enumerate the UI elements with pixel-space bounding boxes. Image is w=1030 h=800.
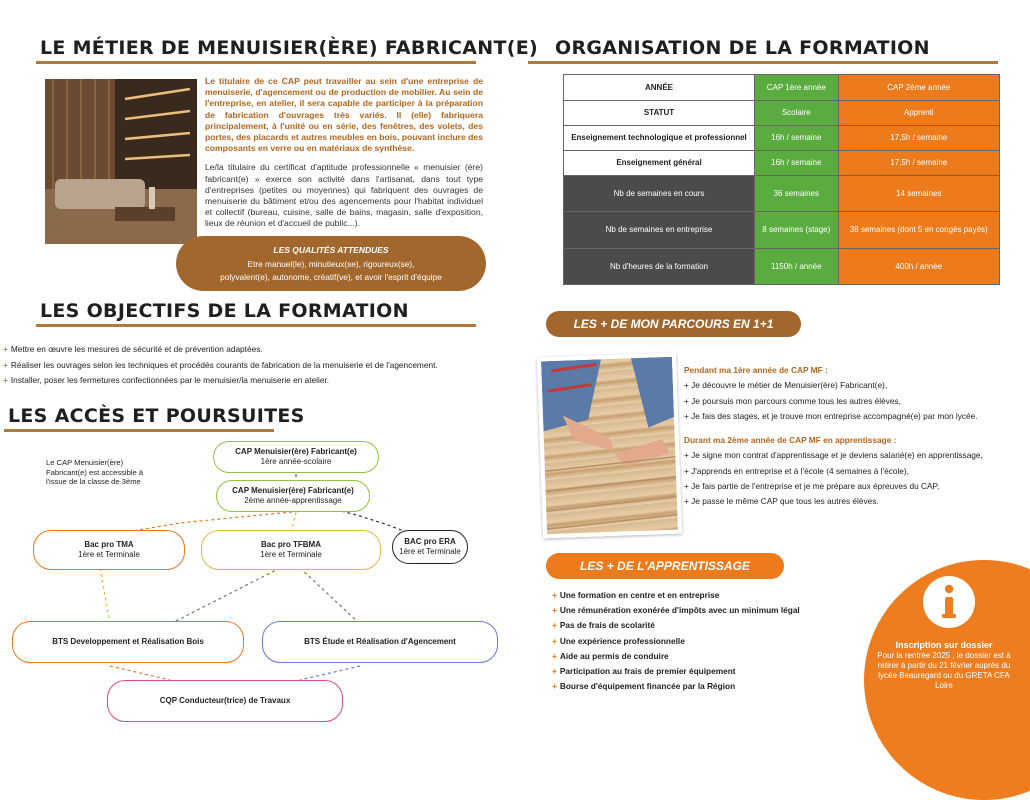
qualites-banner — [176, 236, 486, 291]
parcours-heading-1: Pendant ma 1ère année de CAP MF : — [684, 365, 828, 375]
organisation-table — [563, 74, 1000, 285]
row-label: Enseignement général — [564, 151, 755, 176]
metier-description — [205, 76, 483, 230]
list-item: + Bourse d'équipement financée par la Région — [552, 681, 736, 692]
apprentissage-title: LES + DE L'APPRENTISSAGE — [580, 559, 750, 573]
header-cell: ANNÉE — [564, 75, 755, 101]
bac-pro-era-box: BAC pro ERA 1ère et Terminale — [392, 530, 468, 564]
spacer — [684, 424, 983, 433]
list-item: + Je découvre le métier de Menuisier(ère) Fabricant(e), — [684, 380, 888, 391]
header-cell: CAP 2ème année — [838, 75, 999, 101]
intro-paragraph-1: Le titulaire de ce CAP peut travailler au sein d'une entreprise de menuiserie, d'agencement ou de production de mobilier. Au sein de l'entreprise, en atelier, il sera capable de participer à la préparation de fabrication d'ouvrages très variés. Il (elle) fabriquera principalement, à l'unité ou en série, des fenêtres, des volets, des portes, des placards et autres meubles en bois, pouvant inclure des composants en verre ou en matériaux de synthèse. — [205, 76, 483, 154]
qualites-line-1: Etre manuel(le), minutieux(se), rigoureux(se), — [247, 259, 415, 269]
list-item: + Une rémunération exonérée d'impôts avec un minimum légal — [552, 605, 800, 616]
inscription-text: Pour la rentrée 2025 , le dossier est à retirer à partir du 21 février auprès du lycée Beauregard ou du GRETA CFA Loire — [877, 651, 1011, 690]
list-item: + Une expérience professionnelle — [552, 635, 685, 646]
cell-1ere-annee: 1150h / année — [755, 249, 839, 285]
table-row — [564, 176, 1000, 212]
cell-2eme-annee: Apprenti — [838, 101, 999, 126]
list-item: + Pas de frais de scolarité — [552, 620, 655, 631]
organisation-title: ORGANISATION DE LA FORMATION — [555, 37, 930, 59]
apprentissage-list — [552, 588, 800, 694]
cell-1ere-annee: 16h / semaine — [755, 126, 839, 151]
cell-2eme-annee: 17,5h / semaine — [838, 126, 999, 151]
row-label: Nb d'heures de la formation — [564, 249, 755, 285]
cqp-box: CQP Conducteur(trice) de Travaux — [107, 680, 343, 722]
row-label: Nb de semaines en entreprise — [564, 212, 755, 249]
list-item: + Je poursuis mon parcours comme tous les autres élèves, — [684, 395, 901, 406]
table-row — [564, 101, 1000, 126]
carpentry-illustration — [541, 357, 678, 534]
cell-2eme-annee: 400h / année — [838, 249, 999, 285]
cell-2eme-annee: 14 semaines — [838, 176, 999, 212]
interior-photo — [45, 79, 197, 244]
bts-drb-box: BTS Developpement et Réalisation Bois — [12, 621, 244, 663]
list-item: + Je passe le même CAP que tous les autres élèves. — [684, 496, 879, 507]
objectifs-title: LES OBJECTIFS DE LA FORMATION — [40, 300, 409, 322]
table-row — [564, 151, 1000, 176]
list-item: + Participation au frais de premier équipement — [552, 666, 736, 677]
parcours-list — [684, 363, 983, 510]
list-item: + Je fais des stages, et je trouve mon entreprise accompagné(e) par mon lycée. — [684, 410, 978, 421]
bts-era-box: BTS Étude et Réalisation d'Agencement — [262, 621, 498, 663]
parcours-title: LES + DE MON PARCOURS EN 1+1 — [573, 317, 774, 331]
row-label: STATUT — [564, 101, 755, 126]
cell-2eme-annee: 17,5h / semaine — [838, 151, 999, 176]
title-underline — [36, 61, 476, 64]
qualites-line-2: polyvalent(e), autonome, créatif(ve), et avoir l'esprit d'équipe — [220, 272, 442, 282]
objectifs-list — [3, 342, 438, 389]
apprentissage-banner — [546, 553, 784, 579]
info-icon — [921, 574, 977, 630]
header-cell: CAP 1ère année — [755, 75, 839, 101]
cell-2eme-annee: 38 semaines (dont 5 en congés payés) — [838, 212, 999, 249]
cell-1ere-annee: Scolaire — [755, 101, 839, 126]
list-item: + Je signe mon contrat d'apprentissage et je deviens salarié(e) en apprentissage, — [684, 450, 983, 461]
bac-pro-tfbma-box: Bac pro TFBMA 1ère et Terminale — [201, 530, 381, 570]
list-item: + Une formation en centre et en entreprise — [552, 590, 720, 600]
table-row — [564, 249, 1000, 285]
row-label: Enseignement technologique et professionnel — [564, 126, 755, 151]
cell-1ere-annee: 8 semaines (stage) — [755, 212, 839, 249]
parcours-banner — [546, 311, 801, 337]
inscription-title: Inscription sur dossier — [895, 640, 993, 650]
list-item: + Installer, poser les fermetures confectionnées par le menuisier/la menuiserie en atelier. — [3, 375, 330, 385]
title-underline — [4, 429, 274, 432]
list-item: + J'apprends en entreprise et à l'école (4 semaines à l'école), — [684, 465, 909, 476]
table-row — [564, 212, 1000, 249]
bac-pro-tma-box: Bac pro TMA 1ère et Terminale — [33, 530, 185, 570]
table-row — [564, 126, 1000, 151]
title-underline — [528, 61, 998, 64]
list-item: + Mettre en œuvre les mesures de sécurité et de prévention adaptées. — [3, 344, 263, 354]
parcours-heading-2: Durant ma 2ème année de CAP MF en apprentissage : — [684, 435, 897, 446]
cell-1ere-annee: 16h / semaine — [755, 151, 839, 176]
interior-illustration — [45, 79, 197, 244]
qualites-title: LES QUALITÉS ATTENDUES — [273, 245, 389, 255]
cap-2eme-annee-box: CAP Menuisier(ère) Fabricant(e) 2ème année-apprentissage — [216, 480, 370, 512]
title-underline — [36, 324, 476, 327]
acces-note: Le CAP Menuisier(ère) Fabricant(e) est accessible à l'issue de la classe de 3ème — [46, 458, 144, 486]
list-item: + Réaliser les ouvrages selon les techniques et procédés courants de fabrication de la menuiserie et de l'agencement. — [3, 359, 438, 370]
carpentry-photo — [537, 353, 682, 539]
list-item: + Je fais partie de l'entreprise et je me prépare aux épreuves du CAP, — [684, 481, 940, 492]
cell-1ere-annee: 36 semaines — [755, 176, 839, 212]
metier-title: LE MÉTIER DE MENUISIER(ÈRE) FABRICANT(E) — [40, 37, 538, 59]
intro-paragraph-2: Le/la titulaire du certificat d'aptitude professionnelle « menuisier (ère) fabricant(e) » exerce son activité dans l'artisanat, dans tout type d'entreprises (petites ou moyennes) qui fabriquent des ouvrages de menuiserie du bâtiment et/ou des agencements pour l'habitat individuel et collectif (bureau, cuisine, salle de bains, magasin, salle d'exposition, lieux de réunion et d'accueil de public...). — [205, 162, 483, 229]
cap-1ere-annee-box: CAP Menuisier(ère) Fabricant(e) 1ère année-scolaire — [213, 441, 379, 473]
acces-title: LES ACCÈS ET POURSUITES — [8, 405, 305, 427]
row-label: Nb de semaines en cours — [564, 176, 755, 212]
inscription-block — [876, 640, 1012, 691]
table-header-row — [564, 75, 1000, 101]
list-item: + Aide au permis de conduire — [552, 650, 669, 661]
